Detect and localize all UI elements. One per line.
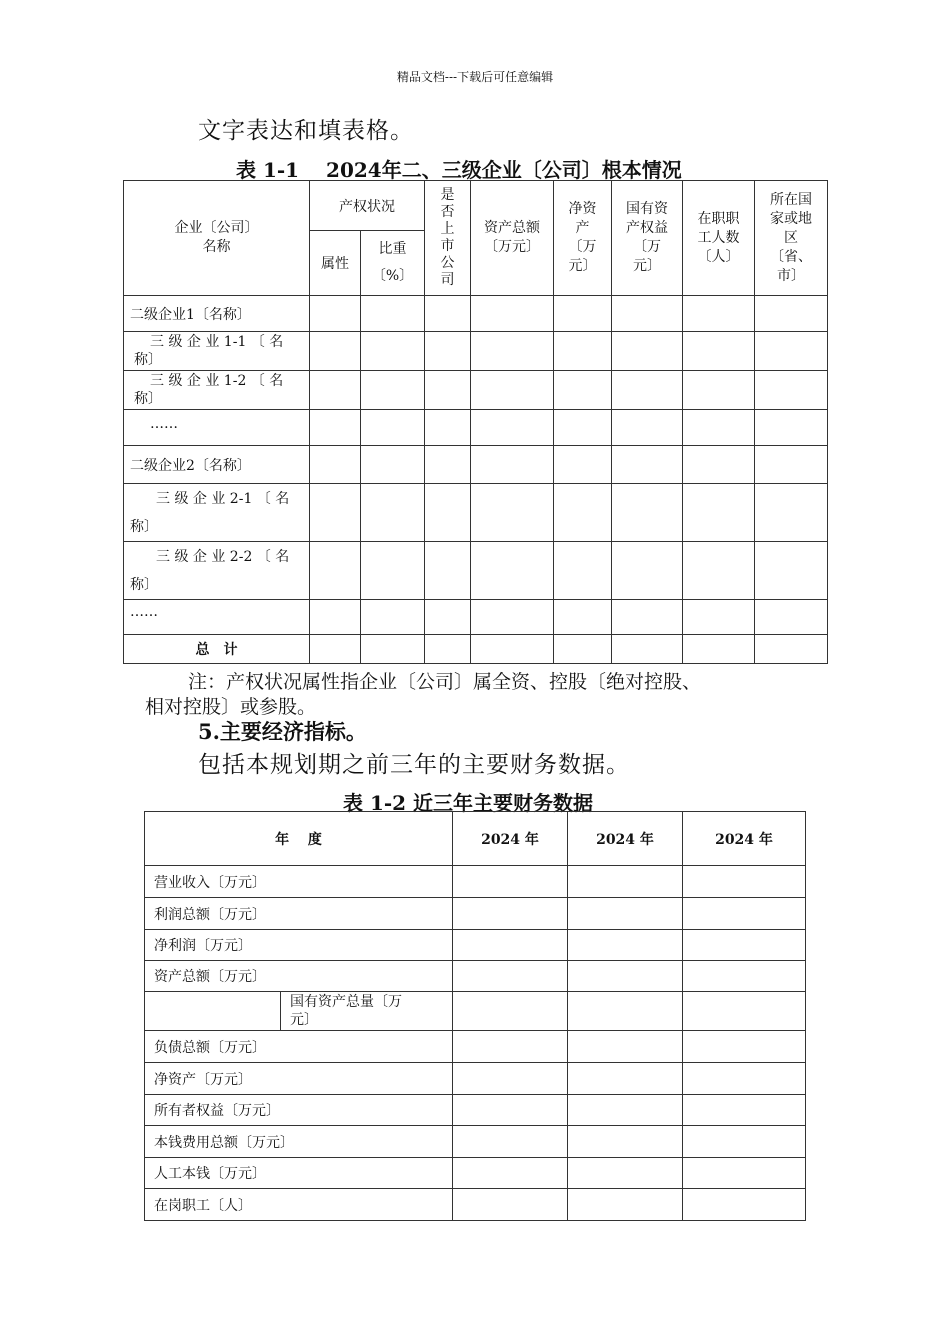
col-state-equity-header: 国有资 产权益 〔万 元〕 [612,181,683,296]
section5-text: 包括本规划期之前三年的主要财务数据。 [198,752,630,778]
intro-text: 文字表达和填表格。 [198,118,414,144]
table-row: 三 级 企 业 2-1 〔 名 称〕 [124,484,310,542]
table-row: 利润总额〔万元〕 [145,898,453,930]
table-row: 三 级 企 业 1-2 〔 名 称〕 [124,371,310,410]
table1-caption: 表 1-1 2024年二、三级企业〔公司〕根本情况 [236,158,682,182]
table-row: 在岗职工〔人〕 [145,1189,453,1221]
financial-table [144,811,806,1221]
col-net-assets-header: 净资 产 〔万 元〕 [554,181,612,296]
year-col-3: 2024 年 [683,812,806,866]
col-location-header: 所在国 家或地 区 〔省、 市〕 [755,181,828,296]
table-row: 二级企业1〔名称〕 [124,296,310,332]
table-row-sub: 国有资产总量〔万 元〕 [281,992,453,1031]
col-staff-header: 在职职 工人数 〔人〕 [683,181,755,296]
table-row: …… [124,410,310,446]
table-row: 净资产〔万元〕 [145,1063,453,1095]
section5-heading: 5.主要经济指标。 [198,719,367,744]
year-col-2: 2024 年 [568,812,683,866]
year-col-1: 2024 年 [453,812,568,866]
table-row: 负债总额〔万元〕 [145,1031,453,1063]
col-assets-header: 资产总额 〔万元〕 [471,181,554,296]
note-line-1: 注：产权状况属性指企业〔公司〕属全资、控股〔绝对控股、 [188,671,702,693]
total-row-label: 总 计 [124,635,310,664]
table-row: 人工本钱〔万元〕 [145,1158,453,1189]
page-header: 精品文档---下载后可任意编辑 [396,70,554,84]
table-row: 所有者权益〔万元〕 [145,1095,453,1126]
year-header: 年 度 [145,812,453,866]
col-listed-header: 是 否 上 市 公 司 [425,181,471,296]
table-row: 资产总额〔万元〕 [145,961,453,992]
table-row: 营业收入〔万元〕 [145,866,453,898]
table-row: 净利润〔万元〕 [145,930,453,961]
table-row: …… [124,600,310,635]
table-row: 三 级 企 业 2-2 〔 名 称〕 [124,542,310,600]
table-row: 二级企业2〔名称〕 [124,446,310,484]
table2-caption: 表 1-2 近三年主要财务数据 [343,791,594,815]
col-ratio-header: 比重 〔%〕 [361,231,425,296]
col-property-header: 产权状况 [310,181,425,231]
note-line-2: 相对控股〕或参股。 [145,696,317,718]
enterprise-table [123,180,828,664]
table-row: 本钱费用总额〔万元〕 [145,1126,453,1158]
col-attr-header: 属性 [310,231,361,296]
col-enterprise-header: 企业〔公司〕 名称 [124,181,310,296]
table-row: 三 级 企 业 1-1 〔 名 称〕 [124,332,310,371]
